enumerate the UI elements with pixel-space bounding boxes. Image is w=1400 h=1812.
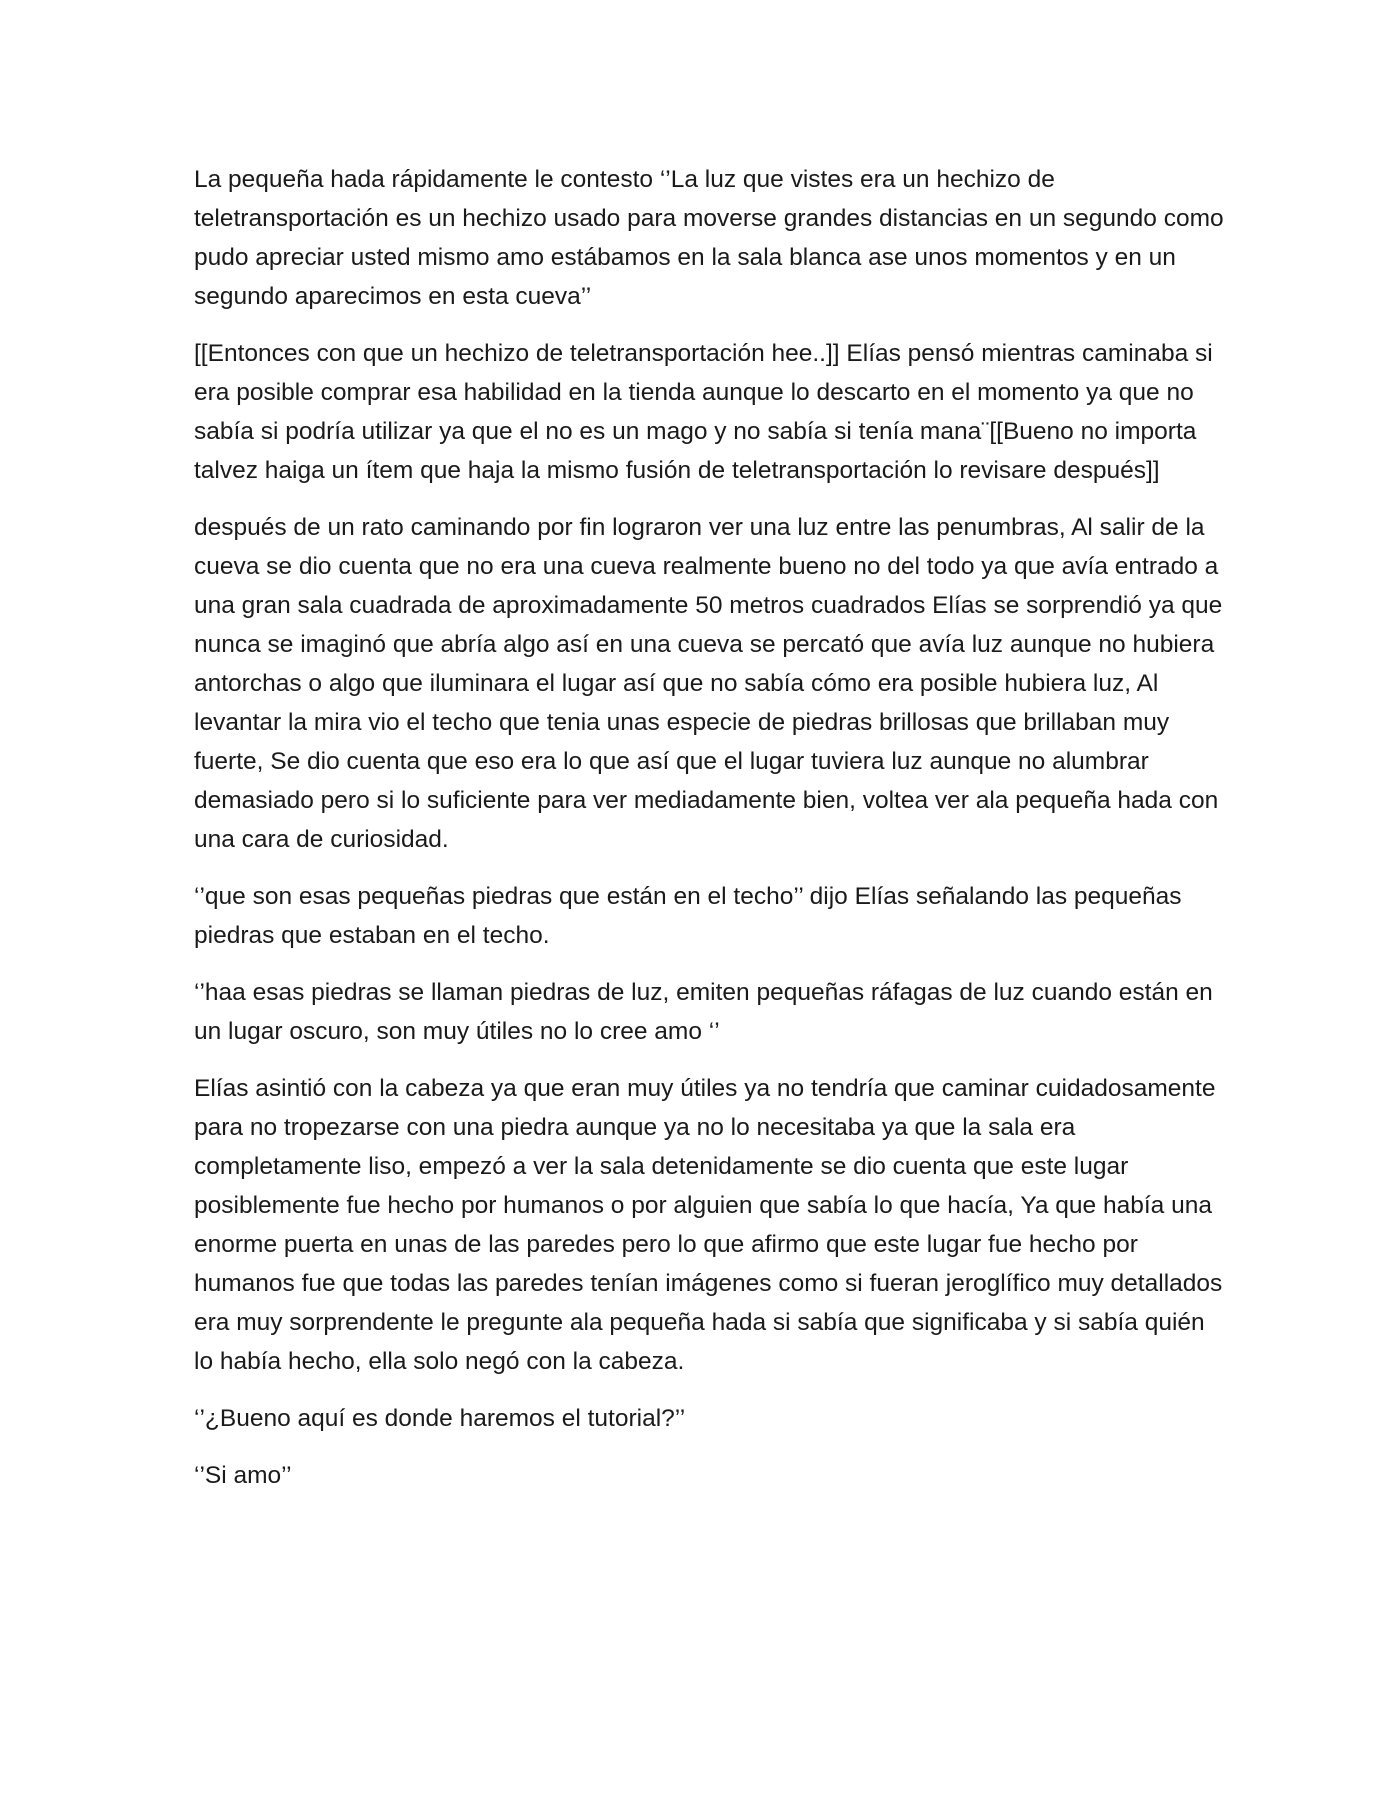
paragraph-1: La pequeña hada rápidamente le contesto ‘’La luz que vistes era un hechizo de teletransportación es un hechizo usado para moverse grandes distancias en un segundo como pudo apreciar usted mismo amo estábamos en la sala blanca ase unos momentos y en un segundo aparecimos en esta cueva’’: [194, 166, 1224, 310]
paragraph-6: Elías asintió con la cabeza ya que eran muy útiles ya no tendría que caminar cuidadosamente para no tropezarse con una piedra aunque ya no lo necesitaba ya que la sala era completamente liso, empezó a ver la sala detenidamente se dio cuenta que este lugar posiblemente fue hecho por humanos o por alguien que sabía lo que hacía, Ya que había una enorme puerta en unas de las paredes pero lo que afirmo que este lugar fue hecho por humanos fue que todas las paredes tenían imágenes como si fueran jeroglífico muy detallados era muy sorprendente le pregunte ala pequeña hada si sabía que significaba y si sabía quién lo había hecho, ella solo negó con la cabeza.: [194, 1075, 1223, 1375]
paragraph-4: ‘’que son esas pequeñas piedras que están en el techo’’ dijo Elías señalando las pequeñas piedras que estaban en el techo.: [194, 883, 1182, 949]
paragraph-5: ‘’haa esas piedras se llaman piedras de luz, emiten pequeñas ráfagas de luz cuando están en un lugar oscuro, son muy útiles no lo cree amo ‘’: [194, 979, 1213, 1045]
paragraph-3: después de un rato caminando por fin lograron ver una luz entre las penumbras, Al salir de la cueva se dio cuenta que no era una cueva realmente bueno no del todo ya que avía entrado a una gran sala cuadrada de aproximadamente 50 metros cuadrados Elías se sorprendió ya que nunca se imaginó que abría algo así en una cueva se percató que avía luz aunque no hubiera antorchas o algo que iluminara el lugar así que no sabía cómo era posible hubiera luz, Al levantar la mira vio el techo que tenia unas especie de piedras brillosas que brillaban muy fuerte, Se dio cuenta que eso era lo que así que el lugar tuviera luz aunque no alumbrar demasiado pero si lo suficiente para ver mediadamente bien, voltea ver ala pequeña hada con una cara de curiosidad.: [194, 514, 1223, 853]
paragraph-7: ‘’¿Bueno aquí es donde haremos el tutorial?’’: [194, 1405, 686, 1432]
document-body: [194, 160, 1224, 1513]
paragraph-8: ‘’Si amo’’: [194, 1462, 292, 1489]
paragraph-2: [[Entonces con que un hechizo de teletransportación hee..]] Elías pensó mientras caminaba si era posible comprar esa habilidad en la tienda aunque lo descarto en el momento ya que no sabía si podría utilizar ya que el no es un mago y no sabía si tenía mana¨[[Bueno no importa talvez haiga un ítem que haja la mismo fusión de teletransportación lo revisare después]]: [194, 340, 1213, 484]
